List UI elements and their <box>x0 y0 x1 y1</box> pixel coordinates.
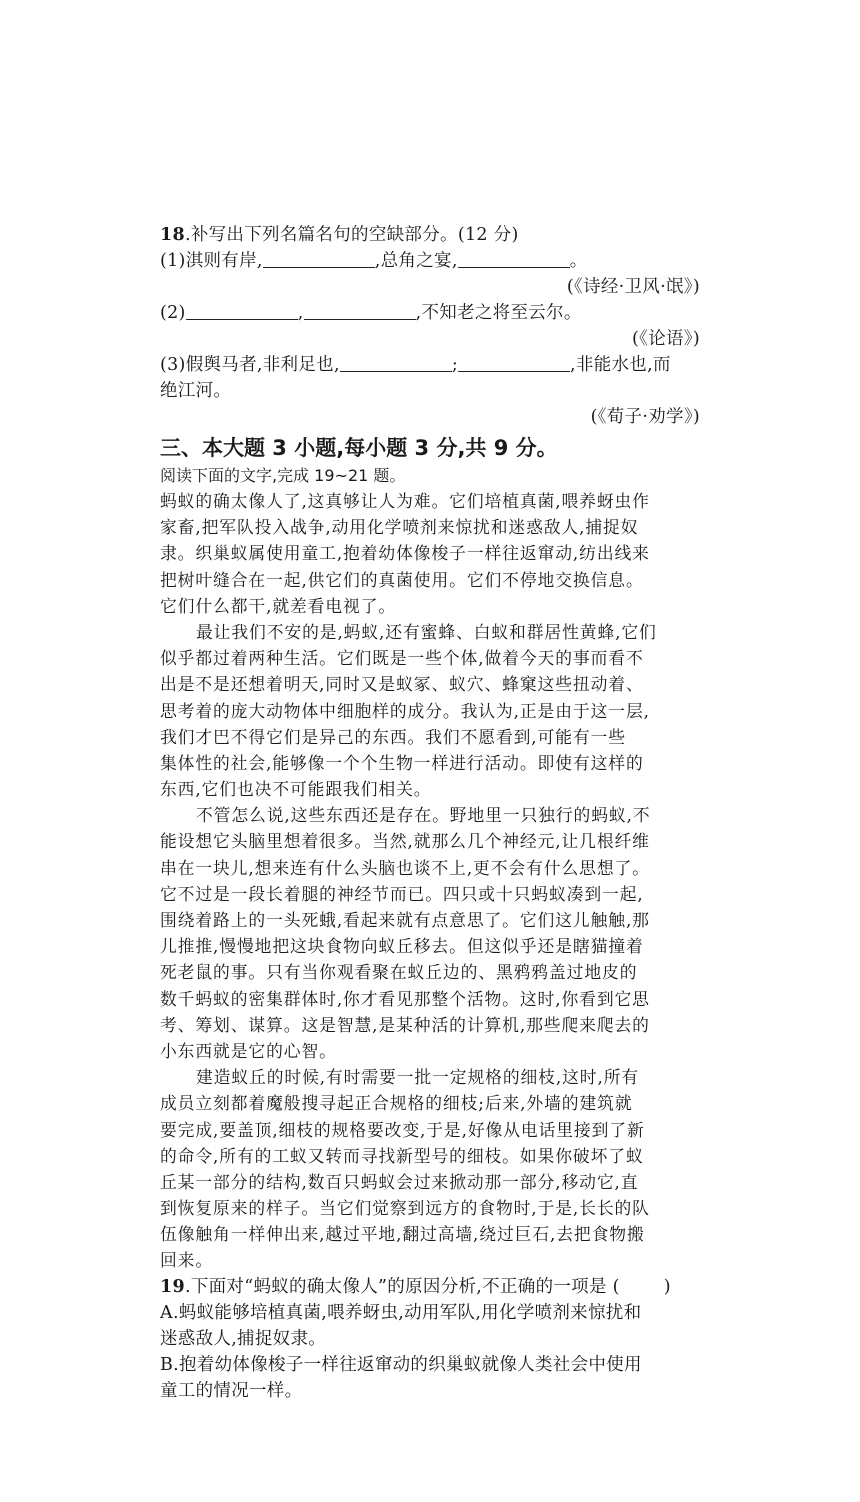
passage-line: 到恢复原来的样子。当它们觉察到远方的食物时,于是,长长的队 <box>160 1198 650 1219</box>
q19-option-b-cont: 童工的情况一样。 <box>160 1380 303 1401</box>
passage-line: 能设想它头脑里想着很多。当然,就那么几个神经元,让几根纤维 <box>160 831 650 852</box>
passage-line: 最让我们不安的是,蚂蚁,还有蜜蜂、白蚁和群居性黄蜂,它们 <box>196 621 657 642</box>
passage-line: 儿推推,慢慢地把这块食物向蚁丘移去。但这似乎还是瞎猫撞着 <box>160 936 644 957</box>
q19-option-a: A.蚂蚁能够培植真菌,喂养蚜虫,动用军队,用化学喷剂来惊扰和 <box>160 1302 642 1323</box>
q18-item2 <box>160 300 700 326</box>
blank-line <box>458 354 570 372</box>
passage-line: 家畜,把军队投入战争,动用化学喷剂来惊扰和迷惑敌人,捕捉奴 <box>160 517 639 538</box>
passage-line: 丘某一部分的结构,数百只蚂蚁会过来掀动那一部分,移动它,直 <box>160 1171 639 1192</box>
q18-item3 <box>160 352 700 378</box>
passage-line: 要完成,要盖顶,细枝的规格要改变,于是,好像从电话里接到了新 <box>160 1119 645 1140</box>
passage-line: 不管怎么说,这些东西还是存在。野地里一只独行的蚂蚁,不 <box>196 805 651 826</box>
passage-line: 东西,它们也决不可能跟我们相关。 <box>160 779 432 800</box>
passage-line: 隶。织巢蚁属使用童工,抱着幼体像梭子一样往返窜动,纺出线来 <box>160 543 650 564</box>
passage-line: 把树叶缝合在一起,供它们的真菌使用。它们不停地交换信息。 <box>160 569 644 590</box>
blank-line <box>186 302 298 320</box>
passage-line: 围绕着路上的一头死蛾,看起来就有点意思了。它们这儿触触,那 <box>160 910 650 930</box>
passage-line: 集体性的社会,能够像一个个生物一样进行活动。即使有这样的 <box>160 752 644 773</box>
q18-item3-cont: 绝江河。 <box>160 381 232 401</box>
q18-prompt-line <box>160 222 700 248</box>
q18-item1 <box>160 248 700 274</box>
q18-source2: (《论语》) <box>632 329 700 349</box>
reading-passage <box>160 488 700 1274</box>
passage-line: 思考着的庞大动物体中细胞样的成分。我认为,正是由于这一层, <box>160 700 650 721</box>
passage-line: 它不过是一段长着腿的神经节而已。四只或十只蚂蚁凑到一起, <box>160 883 644 904</box>
passage-line: 的命令,所有的工蚁又转而寻找新型号的细枝。如果你破坏了蚁 <box>160 1145 644 1166</box>
blank-line <box>304 302 416 320</box>
passage-line: 我们才巴不得它们是异己的东西。我们不愿看到,可能有一些 <box>160 726 626 747</box>
q18-item1-text-a: (1)淇则有岸, <box>160 251 263 271</box>
passage-line: 死老鼠的事。只有当你观看聚在蚁丘边的、黑鸦鸦盖过地皮的 <box>160 962 638 983</box>
passage-line: 似乎都过着两种生活。它们既是一些个体,做着今天的事而看不 <box>160 648 644 669</box>
q19-stem: .下面对“蚂蚁的确太像人”的原因分析,不正确的一项是 ( <box>184 1276 620 1297</box>
q18-item1-text-c: 。 <box>569 251 588 271</box>
q18-number: 18 <box>160 225 185 245</box>
q18-item1-text-b: ,总角之宴, <box>374 251 458 271</box>
q19-number: 19 <box>160 1276 185 1297</box>
q18-item3-text-c: ,非能水也,而 <box>570 355 671 375</box>
q19-stem-line <box>160 1274 700 1300</box>
q18-item3-text-a: (3)假舆马者,非利足也, <box>160 355 340 375</box>
passage-line: 小东西就是它的心智。 <box>160 1040 337 1061</box>
passage-line: 伍像触角一样伸出来,越过平地,翻过高墙,绕过巨石,去把食物搬 <box>160 1224 645 1245</box>
passage-line: 成员立刻都着魔般搜寻起正合规格的细枝;后来,外墙的建筑就 <box>160 1093 633 1114</box>
passage-line: 数千蚂蚁的密集群体时,你才看见那整个活物。这时,你看到它思 <box>160 988 650 1009</box>
passage-line: 串在一块儿,想来连有什么头脑也谈不上,更不会有什么思想了。 <box>160 857 650 878</box>
q19-close-paren: ) <box>663 1276 671 1297</box>
passage-line: 出是不是还想着明天,同时又是蚁冢、蚁穴、蜂窠这些扭动着、 <box>160 674 644 695</box>
section-title: 三、本大题 3 小题,每小题 3 分,共 9 分。 <box>160 436 558 460</box>
q18-item2-text-a: (2) <box>160 303 186 323</box>
passage-line: 回来。 <box>160 1250 214 1271</box>
section-instruction: 阅读下面的文字,完成 19~21 题。 <box>160 466 406 485</box>
q18-item2-text-c: ,不知老之将至云尔。 <box>415 303 582 323</box>
q18-item3-text-b: ; <box>451 355 459 375</box>
q18-source3: (《荀子·劝学》) <box>590 407 700 427</box>
blank-line <box>340 354 452 372</box>
passage-line: 考、筹划、谋算。这是智慧,是某种活的计算机,那些爬来爬去的 <box>160 1014 650 1035</box>
q19-option-b: B.抱着幼体像梭子一样往返窜动的织巢蚁就像人类社会中使用 <box>160 1354 642 1375</box>
q19-option-a-cont: 迷惑敌人,捕捉奴隶。 <box>160 1328 327 1349</box>
blank-line <box>458 250 570 268</box>
passage-line: 蚂蚁的确太像人了,这真够让人为难。它们培植真菌,喂养蚜虫作 <box>160 491 650 511</box>
passage-line: 它们什么都干,就差看电视了。 <box>160 595 397 616</box>
q18-source1: (《诗经·卫风·氓》) <box>566 277 700 297</box>
blank-line <box>263 250 375 268</box>
q18-prompt: .补写出下列名篇名句的空缺部分。(12 分) <box>184 225 519 245</box>
q18-item2-text-b: , <box>297 303 304 323</box>
exam-page <box>160 222 700 1404</box>
passage-line: 建造蚁丘的时候,有时需要一批一定规格的细枝,这时,所有 <box>196 1067 640 1088</box>
